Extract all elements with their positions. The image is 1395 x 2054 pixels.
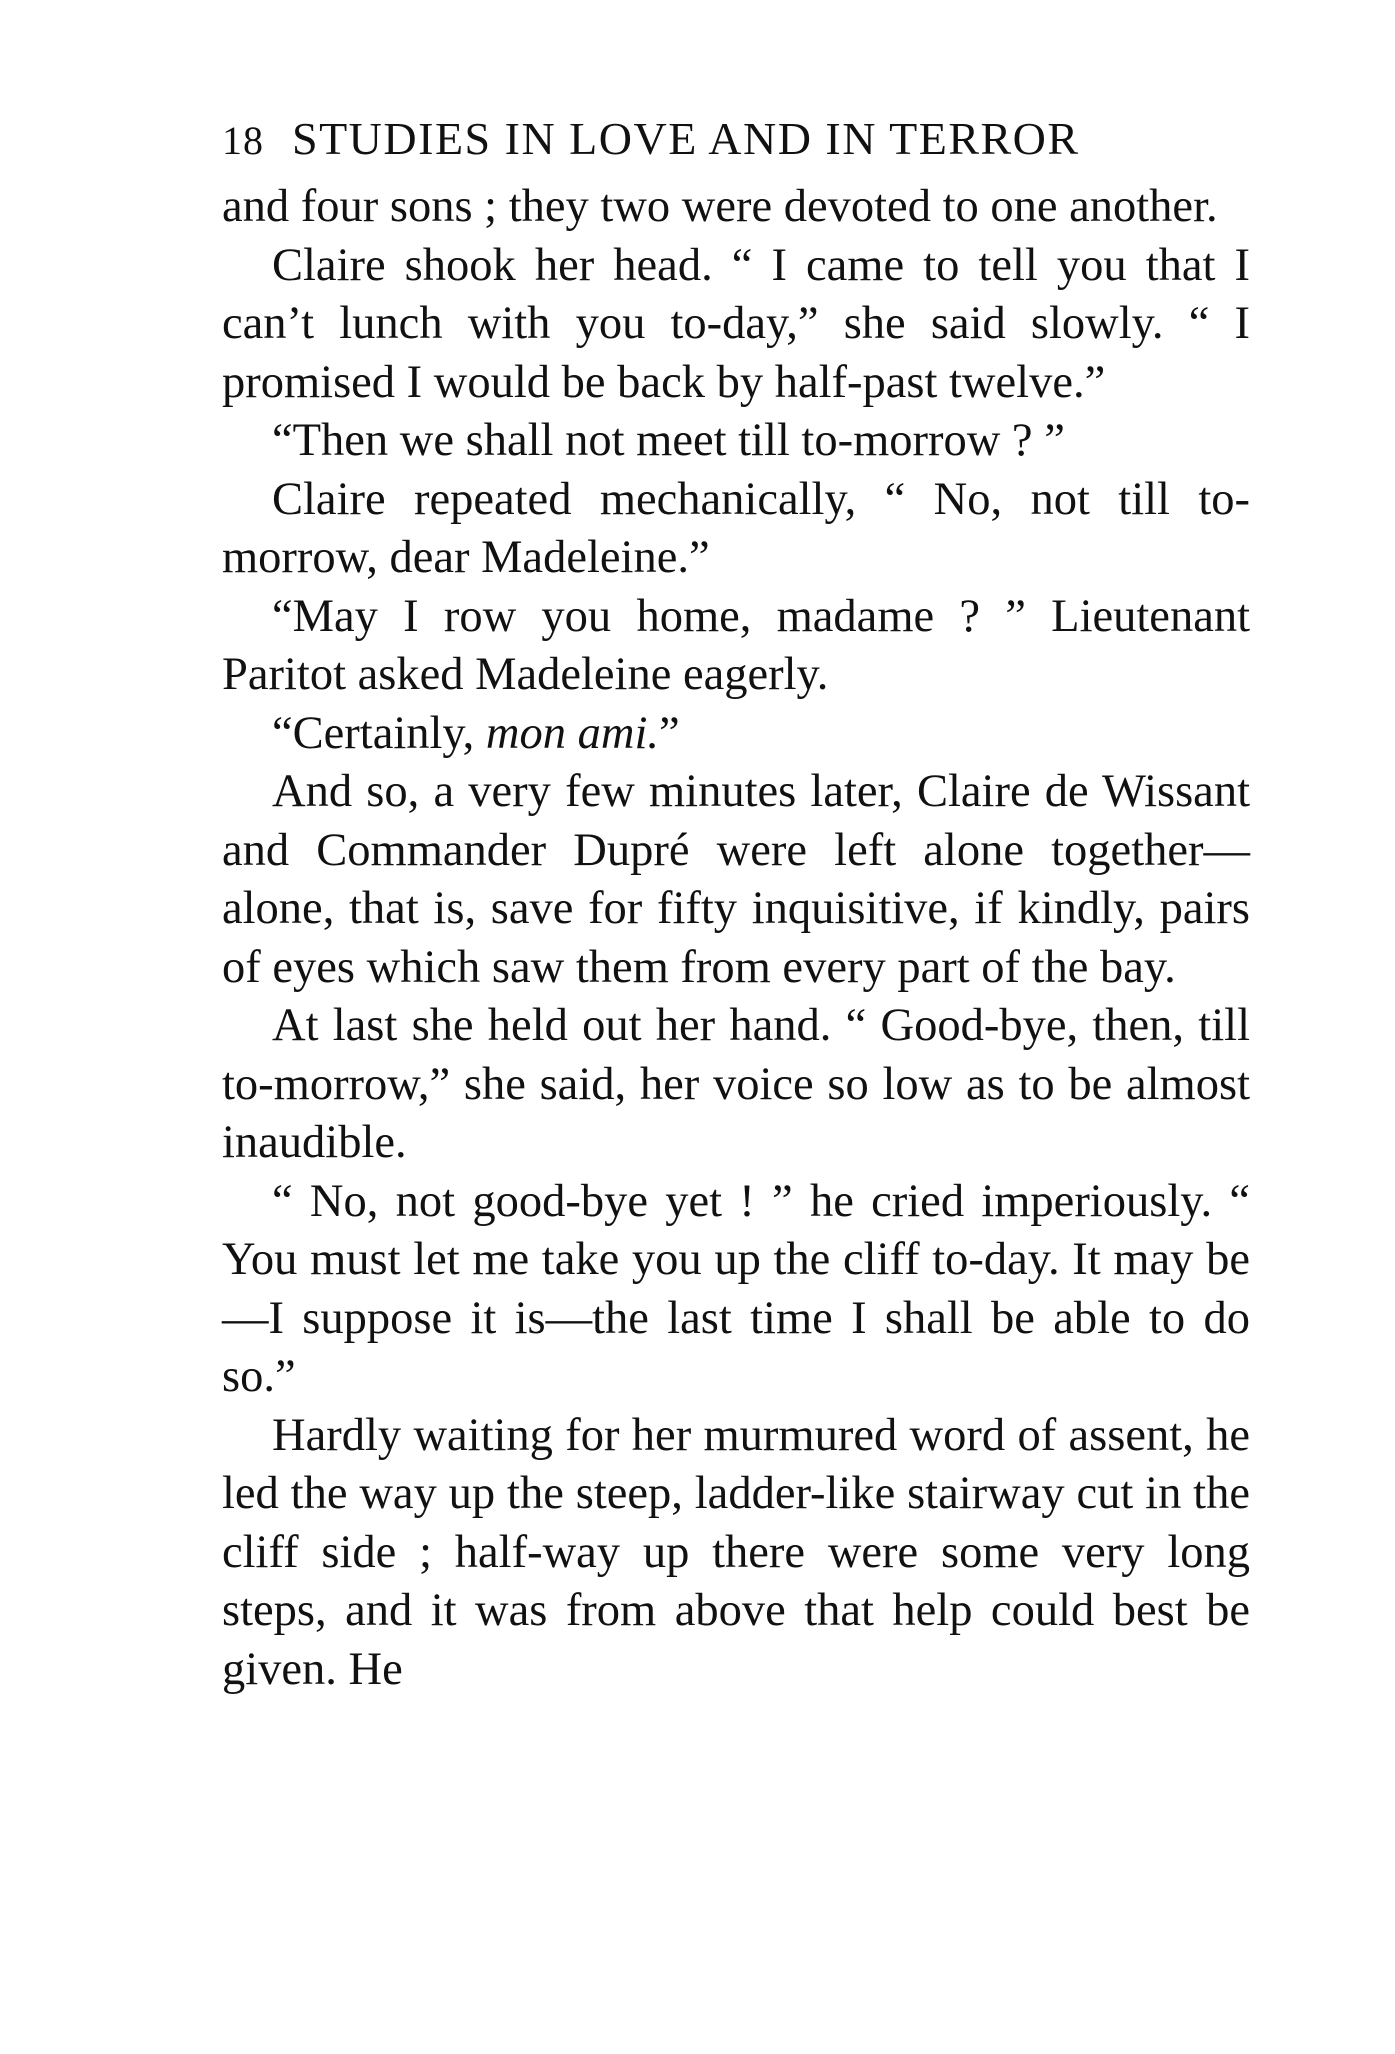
body-text — [222, 178, 1250, 1699]
paragraph-6-italic: mon ami. — [485, 707, 659, 759]
running-title: STUDIES IN LOVE AND IN TERROR — [292, 113, 1080, 164]
paragraph-6-text-after: ” — [659, 707, 680, 759]
book-page — [222, 112, 1250, 1699]
paragraph-8: At last she held out her hand. “ Good-bye, then, till to-morrow,” she said, her voice so low as to be almost inaudible. — [222, 1000, 1250, 1168]
paragraph-5: “May I row you home, madame ? ” Lieutenant Paritot asked Madeleine eagerly. — [222, 590, 1250, 700]
paragraph-9: “ No, not good-bye yet ! ” he cried imperiously. “ You must let me take you up the cliff to-day. It may be—I suppose it is—the last time I shall be able to do so.” — [222, 1175, 1250, 1402]
paragraph-3: “Then we shall not meet till to-morrow ? ” — [272, 415, 1065, 466]
paragraph-1: and four sons ; they two were devoted to one another. — [222, 181, 1218, 232]
paragraph-7: And so, a very few minutes later, Claire de Wissant and Commander Dupré were left alone together—alone, that is, save for fifty inquisitive, if kindly, pairs of eyes which saw them from every part of the bay. — [222, 766, 1250, 993]
page-header — [222, 112, 1250, 174]
page-number: 18 — [222, 118, 264, 163]
paragraph-4: Claire repeated mechanically, “ No, not till to-morrow, dear Madeleine.” — [222, 473, 1250, 583]
paragraph-6-text-before: “Certainly, — [272, 707, 486, 759]
paragraph-10: Hardly waiting for her murmured word of assent, he led the way up the steep, ladder-like stairway cut in the cliff side ; half-way up there were some very long steps, and it was from above that help could best be given. He — [222, 1409, 1250, 1695]
paragraph-6 — [222, 705, 1250, 764]
paragraph-2: Claire shook her head. “ I came to tell you that I can’t lunch with you to-day,” she said slowly. “ I promised I would be back by half-past twelve.” — [222, 239, 1250, 408]
